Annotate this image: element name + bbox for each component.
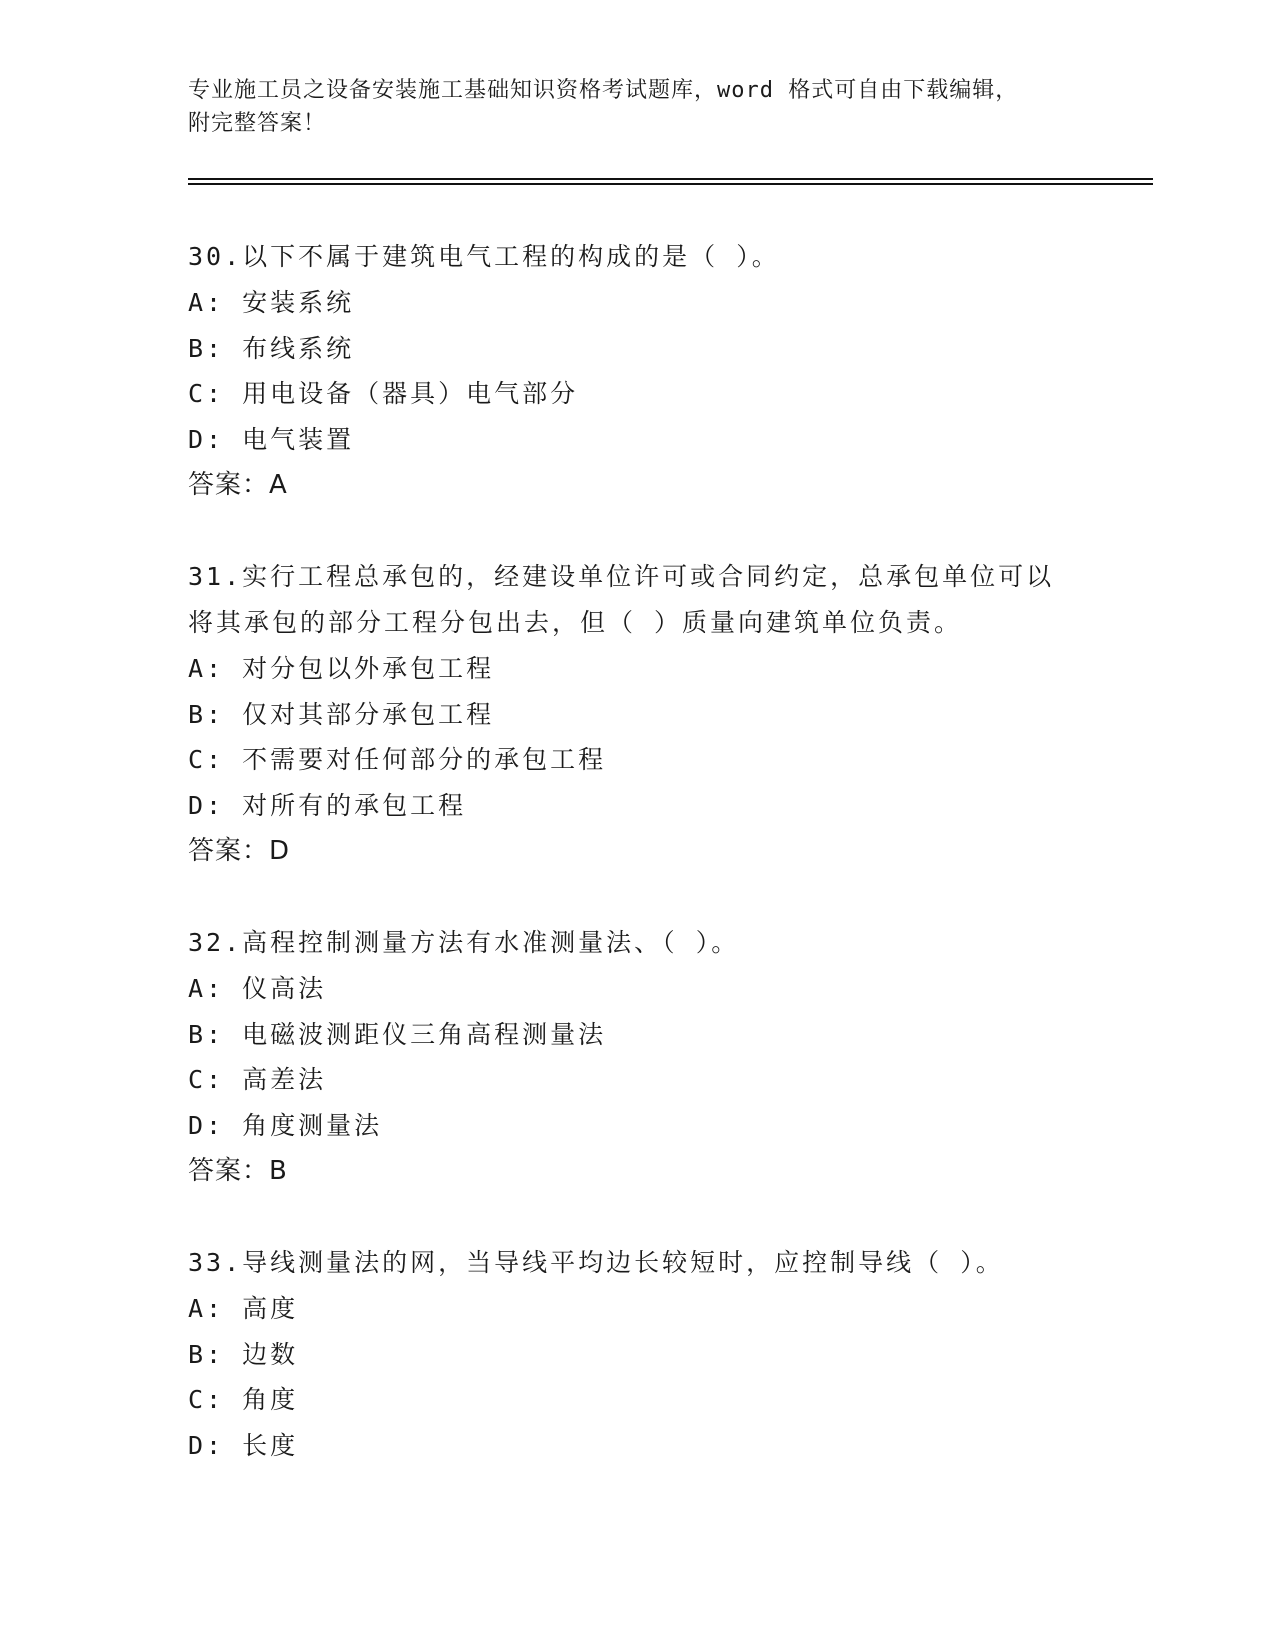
document-header [188, 74, 1068, 140]
option-c: C: 用电设备（器具）电气部分 [188, 379, 579, 408]
option-c: C: 角度 [188, 1385, 299, 1414]
option-c: C: 不需要对任何部分的承包工程 [188, 745, 607, 774]
option-d: D: 电气装置 [188, 424, 355, 454]
option-a: A: 安装系统 [188, 288, 355, 317]
option-a: A: 仪高法 [188, 974, 327, 1003]
question-33 [188, 1240, 1088, 1468]
answer-label: 答案：B [188, 1156, 288, 1186]
answer-label: 答案：D [188, 836, 291, 866]
option-b: B: 边数 [188, 1339, 299, 1369]
header-divider-top [188, 178, 1153, 180]
question-31 [188, 554, 1088, 874]
option-d: D: 长度 [188, 1430, 299, 1460]
option-b: B: 仅对其部分承包工程 [188, 699, 495, 729]
header-line-1: 专业施工员之设备安装施工基础知识资格考试题库，word 格式可自由下载编辑， [188, 78, 1019, 103]
question-32 [188, 920, 1088, 1194]
option-d: D: 对所有的承包工程 [188, 790, 467, 820]
answer-label: 答案：A [188, 470, 288, 500]
header-divider-bottom [188, 183, 1153, 185]
option-a: A: 高度 [188, 1294, 299, 1323]
question-30 [188, 234, 1088, 508]
option-c: C: 高差法 [188, 1065, 327, 1094]
question-stem: 33.导线测量法的网，当导线平均边长较短时，应控制导线（ ）。 [188, 1248, 1004, 1277]
option-b: B: 电磁波测距仪三角高程测量法 [188, 1019, 607, 1049]
question-stem-line-1: 31.实行工程总承包的，经建设单位许可或合同约定，总承包单位可以 [188, 562, 1055, 591]
option-d: D: 角度测量法 [188, 1110, 383, 1140]
header-line-2: 附完整答案！ [188, 111, 327, 136]
question-stem: 30.以下不属于建筑电气工程的构成的是（ ）。 [188, 242, 780, 271]
option-b: B: 布线系统 [188, 333, 355, 363]
question-stem-line-2: 将其承包的部分工程分包出去，但（ ）质量向建筑单位负责。 [188, 608, 963, 637]
option-a: A: 对分包以外承包工程 [188, 654, 495, 683]
question-stem: 32.高程控制测量方法有水准测量法、（ ）。 [188, 928, 740, 957]
